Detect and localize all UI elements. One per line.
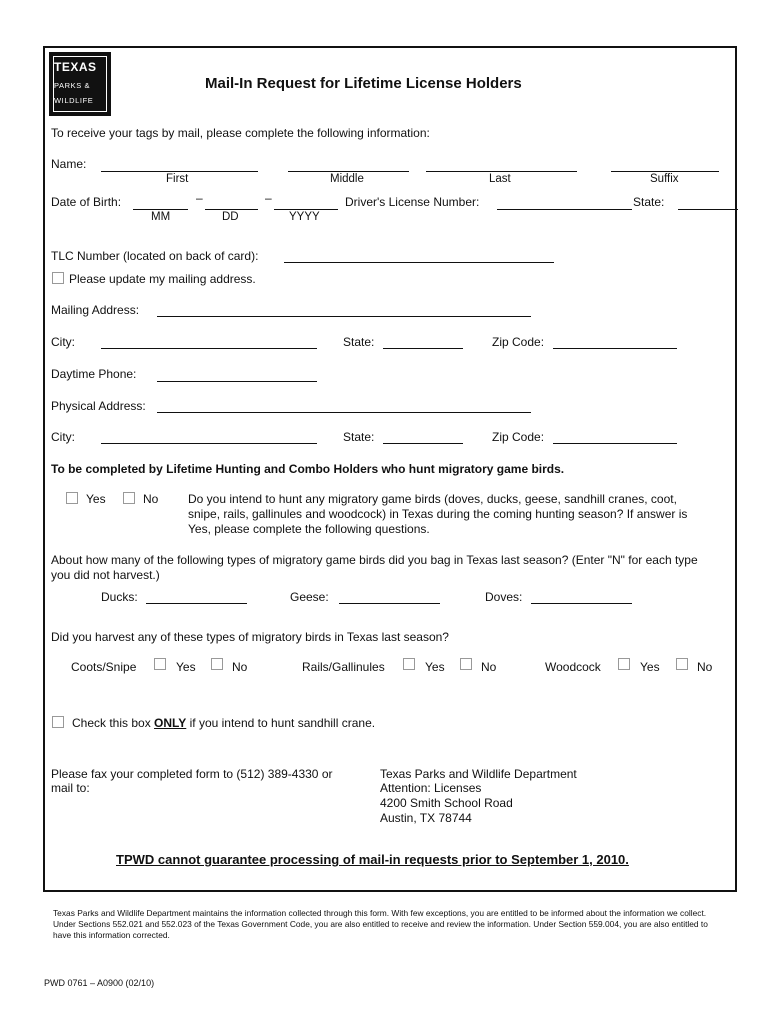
hunt-yes-checkbox[interactable] <box>66 492 78 504</box>
daytime-phone-field[interactable] <box>157 381 317 382</box>
processing-warning: TPWD cannot guarantee processing of mail-in requests prior to September 1, 2010. <box>116 852 629 867</box>
mm-caption: MM <box>151 211 171 223</box>
dob-month-field[interactable] <box>133 209 188 210</box>
hunt-no-label: No <box>143 492 159 506</box>
rails-no-checkbox[interactable] <box>460 658 472 670</box>
woodcock-no-checkbox[interactable] <box>676 658 688 670</box>
drivers-license-label: Driver's License Number: <box>345 195 480 209</box>
tlc-number-field[interactable] <box>284 262 554 263</box>
doves-label: Doves: <box>485 590 523 604</box>
coots-yes-label: Yes <box>176 660 196 674</box>
sandhill-crane-label: Check this box ONLY if you intend to hunt sandhill crane. <box>72 716 376 730</box>
physical-city-label: City: <box>51 430 75 444</box>
logo-text-wildlife: WILDLIFE <box>54 96 94 105</box>
dob-year-field[interactable] <box>274 209 338 210</box>
mailing-zip-label: Zip Code: <box>492 335 545 349</box>
mailing-city-label: City: <box>51 335 75 349</box>
logo-text-texas: TEXAS <box>54 60 97 74</box>
doves-field[interactable] <box>531 603 632 604</box>
hunt-yes-label: Yes <box>86 492 106 506</box>
logo-text-parks: PARKS & <box>54 81 91 90</box>
physical-address-field[interactable] <box>157 412 531 413</box>
physical-zip-field[interactable] <box>553 443 677 444</box>
hunt-question-line2: snipe, rails, gallinules and woodcock) in Texas during the coming hunting season? If answer is <box>188 507 688 521</box>
coots-no-checkbox[interactable] <box>211 658 223 670</box>
daytime-phone-label: Daytime Phone: <box>51 367 137 381</box>
privacy-notice: Texas Parks and Wildlife Department maintains the information collected through this form. With few exceptions, you are entitled to be informed about the information we collect. Under Sections 552.021 and 552.023 of the Texas Government Code, you are also entitled to receive and review the information. Under Section 559.004, you are also entitled to have this information corrected. <box>53 908 708 940</box>
woodcock-no-label: No <box>697 660 713 674</box>
mailing-zip-field[interactable] <box>553 348 677 349</box>
dob-day-field[interactable] <box>205 209 258 210</box>
coots-no-label: No <box>232 660 248 674</box>
drivers-license-field[interactable] <box>497 209 632 210</box>
last-name-field[interactable] <box>426 171 577 172</box>
hunt-no-checkbox[interactable] <box>123 492 135 504</box>
address-line3: 4200 Smith School Road <box>380 796 513 810</box>
physical-city-field[interactable] <box>101 443 317 444</box>
mailing-address-label: Mailing Address: <box>51 303 140 317</box>
woodcock-yes-label: Yes <box>640 660 660 674</box>
form-id: PWD 0761 – A0900 (02/10) <box>44 978 155 988</box>
update-address-checkbox[interactable] <box>52 272 64 284</box>
name-label: Name: <box>51 157 87 171</box>
physical-state-label: State: <box>343 430 375 444</box>
dl-state-field[interactable] <box>678 209 738 210</box>
tlc-label: TLC Number (located on back of card): <box>51 249 259 263</box>
only-emphasis: ONLY <box>154 716 187 730</box>
hunt-question-line3: Yes, please complete the following questions. <box>188 522 430 536</box>
mailing-state-label: State: <box>343 335 375 349</box>
physical-address-label: Physical Address: <box>51 399 146 413</box>
intro-text: To receive your tags by mail, please complete the following information: <box>51 126 430 140</box>
physical-state-field[interactable] <box>383 443 463 444</box>
woodcock-yes-checkbox[interactable] <box>618 658 630 670</box>
tpwd-logo <box>49 52 111 116</box>
bag-question-line1: About how many of the following types of migratory game birds did you bag in Texas last season? (Enter "N" for each type <box>51 553 698 567</box>
sandhill-crane-checkbox[interactable] <box>52 716 64 728</box>
rails-no-label: No <box>481 660 497 674</box>
mailing-address-field[interactable] <box>157 316 531 317</box>
dd-caption: DD <box>222 211 239 223</box>
woodcock-label: Woodcock <box>545 660 601 674</box>
rails-yes-checkbox[interactable] <box>403 658 415 670</box>
hunt-question-line1: Do you intend to hunt any migratory game birds (doves, ducks, geese, sandhill cranes, coot, <box>188 492 677 506</box>
coots-snipe-label: Coots/Snipe <box>71 660 137 674</box>
coots-yes-checkbox[interactable] <box>154 658 166 670</box>
address-line1: Texas Parks and Wildlife Department <box>380 767 577 781</box>
dob-dash-1: – <box>196 191 203 205</box>
rails-gallinules-label: Rails/Gallinules <box>302 660 385 674</box>
suffix-field[interactable] <box>611 171 719 172</box>
last-caption: Last <box>489 173 511 185</box>
rails-yes-label: Yes <box>425 660 445 674</box>
mailing-state-field[interactable] <box>383 348 463 349</box>
yyyy-caption: YYYY <box>289 211 320 223</box>
harvest-question: Did you harvest any of these types of migratory birds in Texas last season? <box>51 630 449 644</box>
middle-caption: Middle <box>330 173 364 185</box>
dob-label: Date of Birth: <box>51 195 122 209</box>
fax-instruction-line1: Please fax your completed form to (512) 389-4330 or <box>51 767 333 781</box>
address-line2: Attention: Licenses <box>380 781 482 795</box>
address-line4: Austin, TX 78744 <box>380 811 472 825</box>
dl-state-label: State: <box>633 195 665 209</box>
ducks-field[interactable] <box>146 603 247 604</box>
geese-label: Geese: <box>290 590 329 604</box>
mailing-city-field[interactable] <box>101 348 317 349</box>
update-address-label: Please update my mailing address. <box>69 272 256 286</box>
geese-field[interactable] <box>339 603 440 604</box>
dob-dash-2: – <box>265 191 272 205</box>
physical-zip-label: Zip Code: <box>492 430 545 444</box>
form-title: Mail-In Request for Lifetime License Holders <box>205 75 522 92</box>
bag-question-line2: you did not harvest.) <box>51 568 160 582</box>
ducks-label: Ducks: <box>101 590 138 604</box>
first-name-field[interactable] <box>101 171 258 172</box>
fax-instruction-line2: mail to: <box>51 781 90 795</box>
suffix-caption: Suffix <box>650 173 679 185</box>
migratory-heading: To be completed by Lifetime Hunting and Combo Holders who hunt migratory game birds. <box>51 462 565 476</box>
middle-name-field[interactable] <box>288 171 409 172</box>
first-caption: First <box>166 173 189 185</box>
